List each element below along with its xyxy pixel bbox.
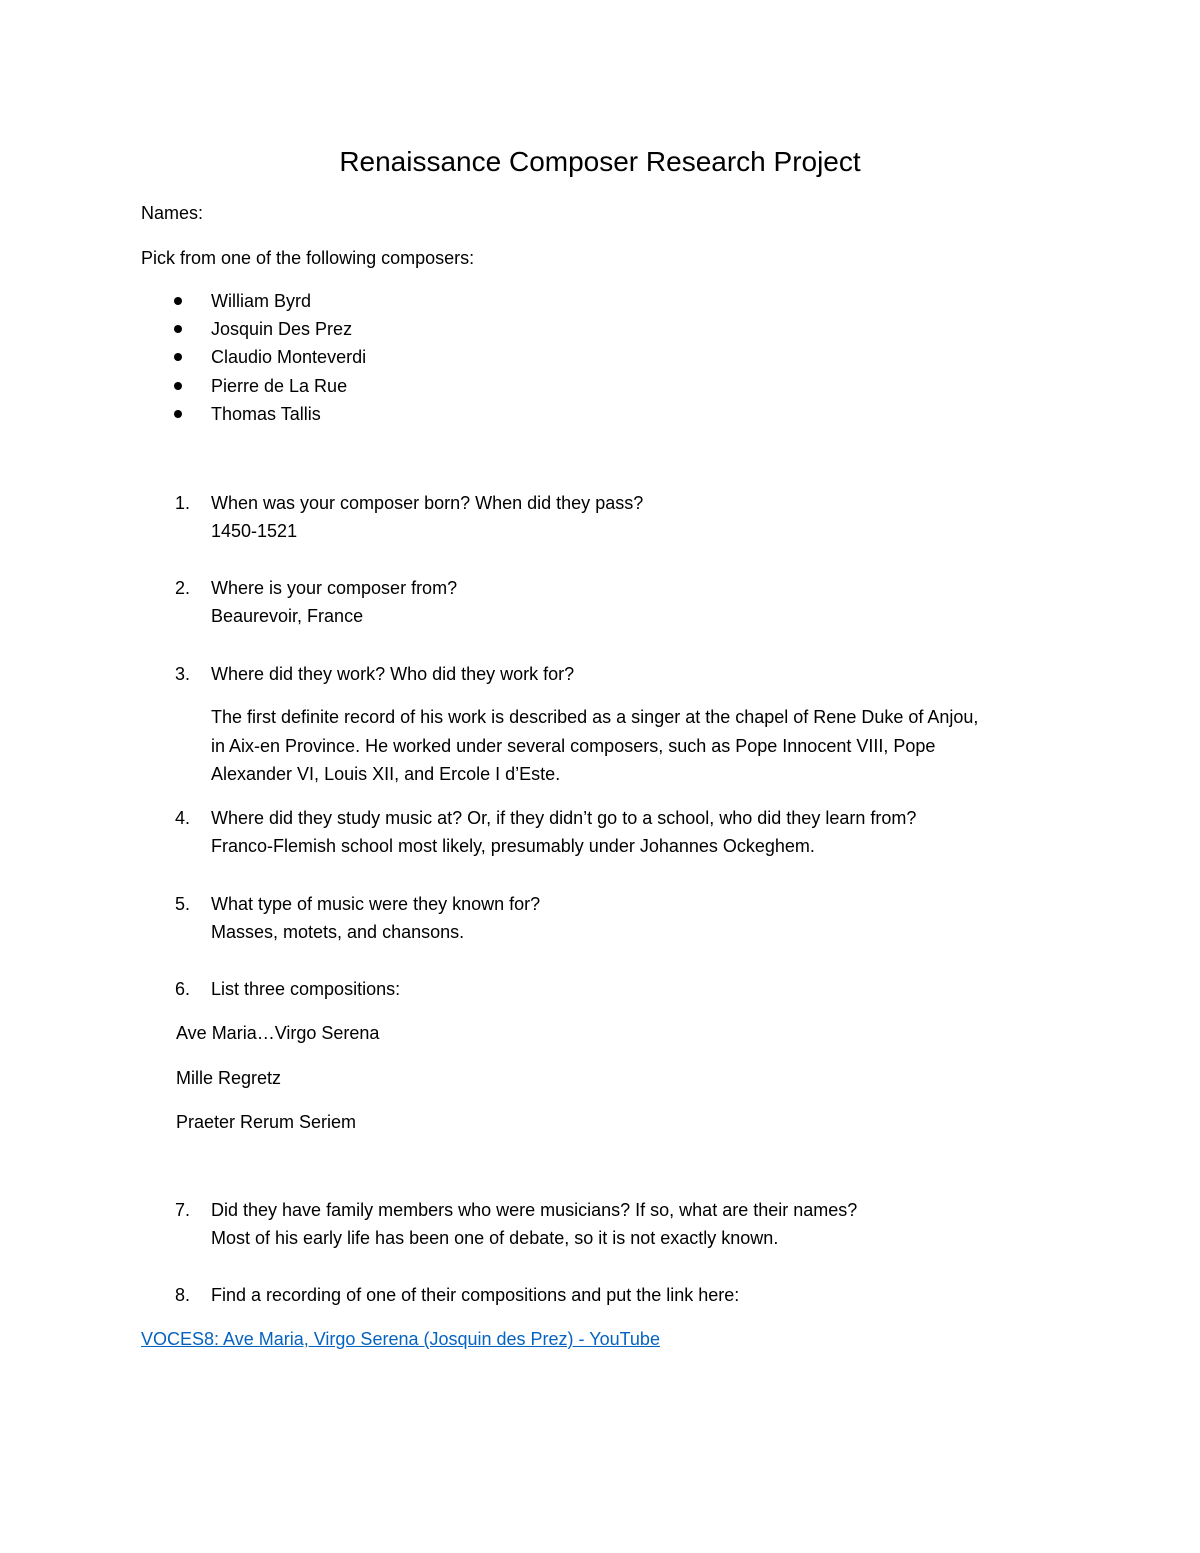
question-number: 3.	[175, 664, 191, 684]
answer-text: Franco-Flemish school most likely, presumably under Johannes Ockeghem.	[211, 836, 815, 856]
bullet-icon	[174, 382, 182, 390]
composer-name: William Byrd	[211, 291, 312, 311]
list-item	[141, 287, 366, 315]
question-text: Did they have family members who were musicians? If so, what are their names?	[211, 1200, 858, 1220]
bullet-icon	[174, 297, 182, 305]
question-number: 1.	[175, 493, 191, 513]
composer-name: Claudio Monteverdi	[211, 347, 367, 368]
list-item	[141, 343, 366, 371]
instruction-text: Pick from one of the following composers:	[141, 248, 475, 268]
question-number: 8.	[175, 1285, 191, 1305]
question-number: 2.	[175, 578, 191, 598]
list-item	[141, 400, 366, 428]
question-number: 6.	[175, 979, 191, 999]
composition-item: Praeter Rerum Seriem	[176, 1112, 357, 1132]
question-number: 5.	[175, 894, 191, 914]
question-text: Where did they work? Who did they work for?	[211, 664, 575, 684]
composer-name: Thomas Tallis	[211, 403, 321, 424]
answer-line: Alexander VI, Louis XII, and Ercole I d’Este.	[211, 764, 561, 784]
bullet-icon	[174, 325, 182, 333]
recording-link[interactable]: VOCES8: Ave Maria, Virgo Serena (Josquin des Prez) - YouTube	[141, 1329, 660, 1349]
question-number: 4.	[175, 808, 191, 828]
question-text: When was your composer born? When did they pass?	[211, 493, 644, 513]
composition-item: Mille Regretz	[176, 1068, 282, 1088]
bullet-icon	[174, 410, 182, 418]
composer-name: Pierre de La Rue	[211, 375, 348, 396]
answer-text: Beaurevoir, France	[211, 606, 364, 626]
question-text: Where did they study music at? Or, if they didn’t go to a school, who did they learn from?	[211, 808, 917, 828]
list-item	[141, 372, 366, 400]
answer-line: in Aix-en Province. He worked under several composers, such as Pope Innocent VIII, Pope	[211, 735, 936, 756]
answer-text: Most of his early life has been one of debate, so it is not exactly known.	[211, 1228, 779, 1248]
question-text: Find a recording of one of their compositions and put the link here:	[211, 1285, 740, 1305]
answer-text: 1450-1521	[211, 521, 298, 541]
names-label: Names:	[141, 203, 204, 223]
question-text: List three compositions:	[211, 979, 401, 999]
list-item	[141, 315, 366, 343]
composition-item: Ave Maria…Virgo Serena	[176, 1023, 380, 1043]
page-title: Renaissance Composer Research Project	[339, 146, 861, 177]
question-text: Where is your composer from?	[211, 578, 458, 598]
question-number: 7.	[175, 1200, 191, 1220]
bullet-icon	[174, 353, 182, 361]
answer-text: Masses, motets, and chansons.	[211, 922, 465, 942]
question-text: What type of music were they known for?	[211, 894, 541, 914]
answer-3	[211, 703, 1091, 789]
composer-name: Josquin Des Prez	[211, 319, 353, 340]
composer-list	[141, 287, 366, 428]
answer-line: The first definite record of his work is described as a singer at the chapel of Rene Duke of Anjou,	[211, 707, 979, 727]
